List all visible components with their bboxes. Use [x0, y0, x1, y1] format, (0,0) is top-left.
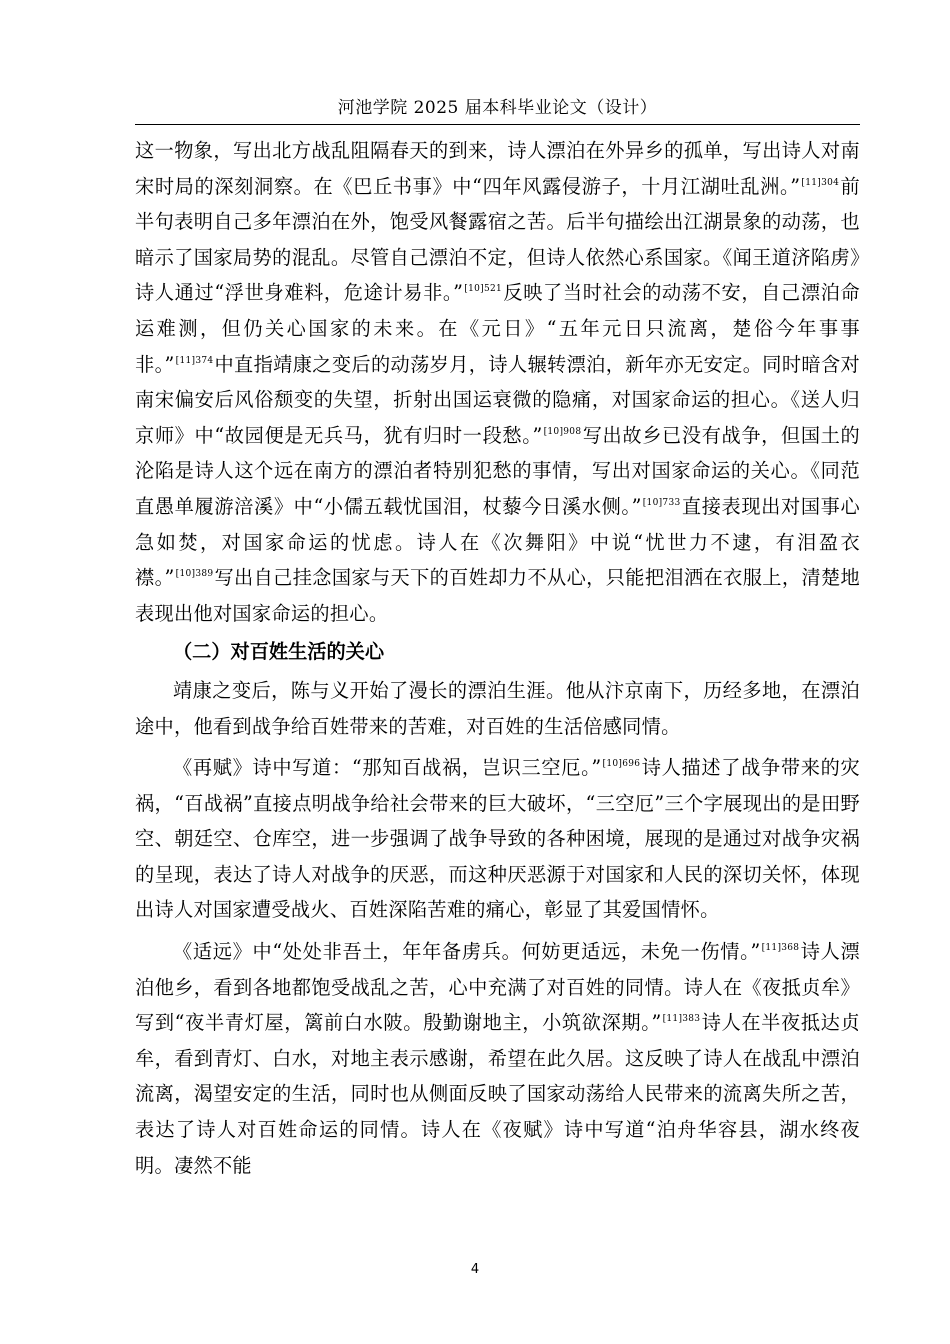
- body-paragraph: [135, 673, 860, 744]
- citation-superscript: [11]383: [662, 1014, 701, 1025]
- body-paragraph: [135, 133, 860, 631]
- text-run: 前半句表明自己多年漂泊在外，饱受风餐露宿之苦。后半句描绘出江湖景象的动荡，也暗示了国家局势的混乱。尽管自己漂泊不定，但诗人依然心系国家。《闻王道济陷虏》诗人通过“浮世身难料，危途计易非。”: [135, 174, 860, 305]
- text-run: 诗人描述了战争带来的灾祸，“百战祸”直接点明战争给社会带来的巨大破坏，“三空厄”三个字展现出的是田野空、朝廷空、仓库空，进一步强调了战争导致的各种困境，展现的是通过对战争灾祸的呈现，表达了诗人对战争的厌恶，而这种厌恶源于对国家和人民的深切关怀，体现出诗人对国家遭受战火、百姓深陷苦难的痛心，彰显了其爱国情怀。: [135, 756, 860, 922]
- citation-superscript: [11]368: [761, 943, 800, 954]
- section-heading: [135, 634, 860, 670]
- header-rule: [135, 124, 860, 125]
- citation-superscript: [10]908: [543, 426, 582, 437]
- text-run: 《再赋》诗中写道：“那知百战祸，岂识三空厄。”: [173, 756, 602, 780]
- citation-superscript: [10]696: [602, 759, 641, 770]
- text-run: 《适远》中“处处非吾土，年年备虏兵。何妨更适远，未免一伤情。”: [173, 940, 761, 964]
- text-run: 诗人漂泊他乡，看到各地都饱受战乱之苦，心中充满了对百姓的同情。诗人在《夜抵贞牟》写到“夜半青灯屋，篱前白水陂。殷勤谢地主，小筑欲深期。”: [135, 940, 860, 1035]
- text-run: 这一物象，写出北方战乱阻隔春天的到来，诗人漂泊在外异乡的孤单，写出诗人对南宋时局的深刻洞察。在《巴丘书事》中“四年风露侵游子，十月江湖吐乱洲。”: [135, 139, 860, 198]
- text-run: 写出自己挂念国家与天下的百姓却力不从心，只能把泪洒在衣服上，清楚地表现出他对国家命运的担心。: [135, 566, 860, 625]
- text-run: 诗人在半夜抵达贞牟，看到青灯、白水，对地主表示感谢，希望在此久居。这反映了诗人在战乱中漂泊流离，渴望安定的生活，同时也从侧面反映了国家动荡给人民带来的流离失所之苦，表达了诗人对百姓命运的同情。诗人在《夜赋》诗中写道“泊舟华容县，湖水终夜明。凄然不能: [135, 1011, 860, 1177]
- text-run: （二）对百姓生活的关心: [173, 640, 385, 664]
- citation-superscript: [10]733: [642, 497, 681, 508]
- citation-superscript: [10]389: [175, 569, 214, 580]
- body-paragraph: [135, 934, 860, 1183]
- text-run: 靖康之变后，陈与义开始了漫长的漂泊生涯。他从汴京南下，历经多地，在漂泊途中，他看到战争给百姓带来的苦难，对百姓的生活倍感同情。: [135, 678, 860, 738]
- page-number: 4: [470, 1262, 480, 1277]
- text-run: 反映了当时社会的动荡不安，自己漂泊命运难测，但仍关心国家的未来。在《元日》“五年元日只流离，楚俗今年事事非。”: [135, 281, 860, 376]
- running-header: 河池学院 2025 届本科毕业论文（设计）: [337, 98, 658, 118]
- citation-superscript: [10]521: [464, 284, 503, 295]
- body-paragraph: [135, 750, 860, 928]
- citation-superscript: [11]374: [175, 355, 214, 366]
- text-run: 中直指靖康之变后的动荡岁月，诗人辗转漂泊，新年亦无安定。同时暗含对南宋偏安后风俗颓变的失望，折射出国运衰微的隐痛，对国家命运的担心。《送人归京师》中“故园便是无兵马，犹有归时一段愁。”: [135, 352, 860, 447]
- text-run: 直接表现出对国事心急如焚，对国家命运的忧虑。诗人在《次舞阳》中说“忧世力不逮，有泪盈衣襟。”: [135, 494, 860, 590]
- thesis-body: [135, 133, 860, 1183]
- text-run: 写出故乡已没有战争，但国土的沦陷是诗人这个远在南方的漂泊者特别犯愁的事情，写出对国家命运的关心。《同范直愚单履游涪溪》中“小儒五载忧国泪，杖藜今日溪水侧。”: [135, 423, 860, 518]
- citation-superscript: [11]304: [801, 177, 840, 188]
